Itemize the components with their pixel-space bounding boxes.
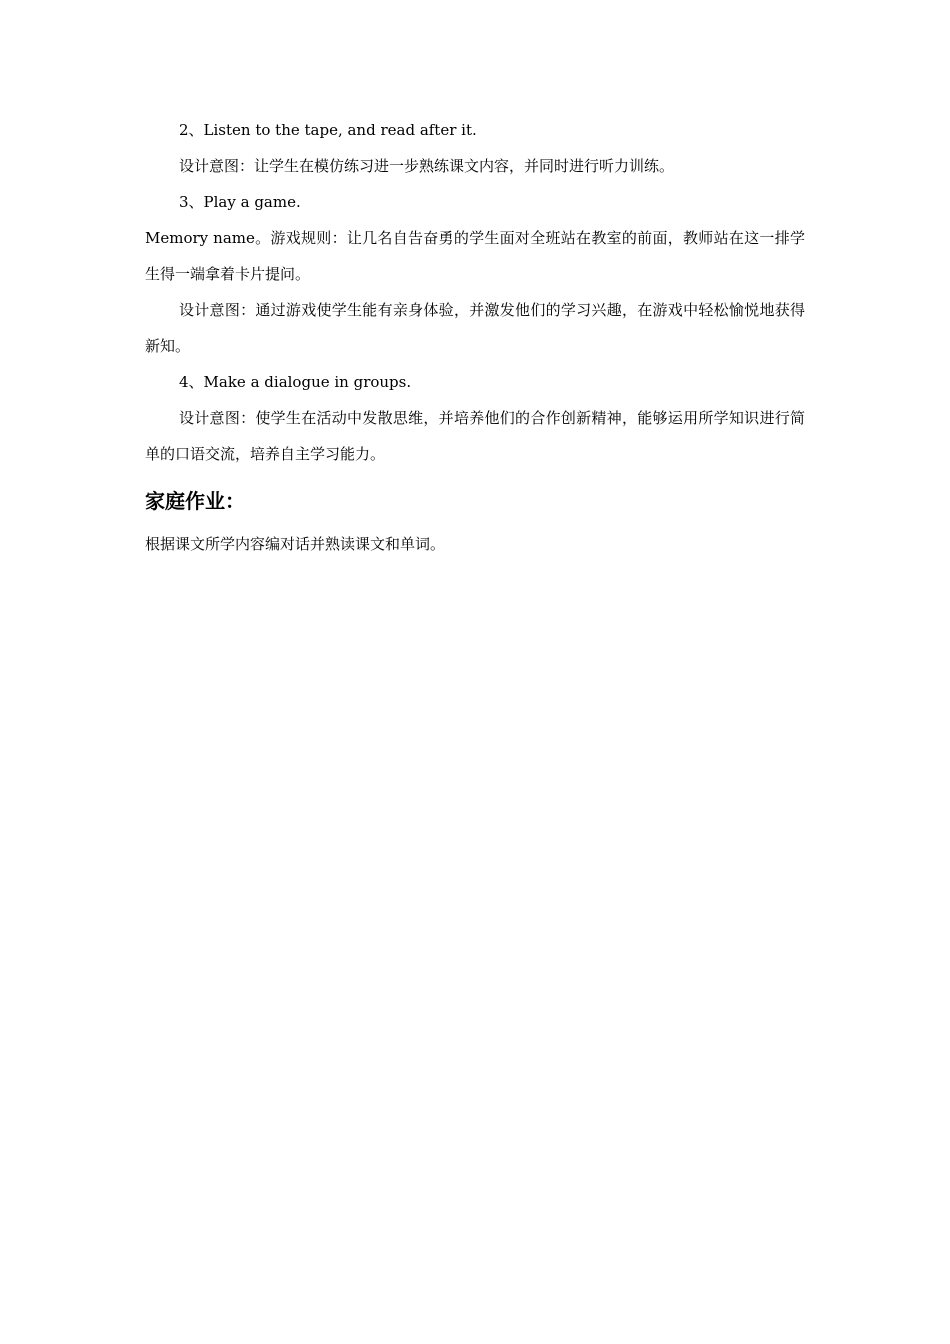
design-intent-2: 设计意图：通过游戏使学生能有亲身体验，并激发他们的学习兴趣，在游戏中轻松愉悦地获得新知。 <box>145 301 805 355</box>
step-3-play-a-game: 3、Play a game. <box>179 193 301 211</box>
step-2-listen-and-read: 2、Listen to the tape, and read after it. <box>179 121 477 139</box>
homework-text: 根据课文所学内容编对话并熟读课文和单词。 <box>145 535 446 553</box>
homework-heading: 家庭作业： <box>145 489 245 513</box>
game-rules: Memory name。游戏规则：让几名自告奋勇的学生面对全班站在教室的前面，教师站在这一排学生得一端拿着卡片提问。 <box>145 229 805 283</box>
design-intent-1: 设计意图：让学生在模仿练习进一步熟练课文内容，并同时进行听力训练。 <box>179 157 675 175</box>
document-body <box>145 112 805 562</box>
design-intent-3: 设计意图：使学生在活动中发散思维，并培养他们的合作创新精神，能够运用所学知识进行简单的口语交流，培养自主学习能力。 <box>145 409 805 463</box>
step-4-make-a-dialogue: 4、Make a dialogue in groups. <box>179 373 412 391</box>
